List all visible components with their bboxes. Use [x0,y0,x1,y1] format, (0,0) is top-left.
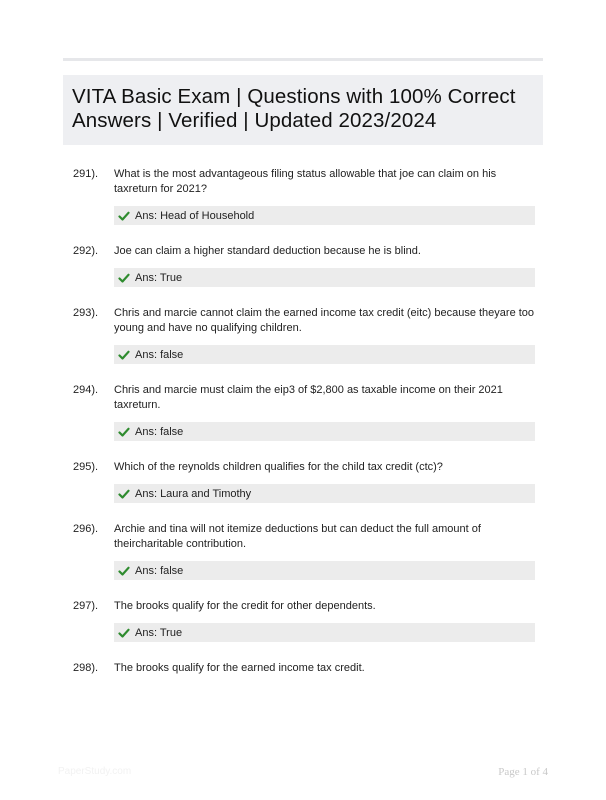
question-number: 292). [73,245,99,257]
answer-box [114,345,535,364]
checkmark-icon [118,426,130,438]
question-text: Chris and marcie must claim the eip3 of $2,800 as taxable income on their 2021 taxreturn. [114,384,503,411]
question-item [73,167,535,225]
question-item [73,522,535,580]
question-text: The brooks qualify for the earned income tax credit. [114,662,365,674]
question-text: What is the most advantageous filing status allowable that joe can claim on his taxreturn for 2021? [114,168,497,195]
checkmark-icon [118,210,130,222]
question-number: 294). [73,384,99,396]
footer-watermark: PaperStudy.com [58,766,132,777]
question-text: Joe can claim a higher standard deduction because he is blind. [114,245,421,257]
answer-text: Ans: Head of Household [135,209,255,222]
page-number: Page 1 of 4 [498,766,548,778]
question-number: 298). [73,662,99,674]
answer-text: Ans: True [135,626,183,639]
answer-text: Ans: false [135,425,184,438]
question-text: Which of the reynolds children qualifies for the child tax credit (ctc)? [114,461,443,473]
page-title: VITA Basic Exam | Questions with 100% Correct Answers | Verified | Updated 2023/2024 [72,85,516,132]
title-banner [63,75,543,145]
answer-box [114,484,535,503]
question-item [73,599,535,642]
checkmark-icon [118,272,130,284]
answer-text: Ans: True [135,271,183,284]
question-text: The brooks qualify for the credit for other dependents. [114,600,376,612]
answer-box [114,561,535,580]
answer-text: Ans: Laura and Timothy [135,487,252,500]
question-item [73,661,535,676]
question-item [73,306,535,364]
checkmark-icon [118,565,130,577]
checkmark-icon [118,627,130,639]
checkmark-icon [118,349,130,361]
answer-text: Ans: false [135,348,184,361]
question-item [73,460,535,503]
question-item [73,383,535,441]
question-number: 296). [73,523,99,535]
checkmark-icon [118,488,130,500]
answer-box [114,268,535,287]
question-number: 293). [73,307,99,319]
question-number: 297). [73,600,99,612]
answer-box [114,422,535,441]
question-text: Chris and marcie cannot claim the earned income tax credit (eitc) because theyare too young and have no qualifying children. [114,307,535,334]
question-list [73,167,535,695]
answer-text: Ans: false [135,564,184,577]
question-item [73,244,535,287]
answer-box [114,623,535,642]
question-text: Archie and tina will not itemize deductions but can deduct the full amount of theircharitable contribution. [114,523,481,550]
top-divider [63,58,543,61]
answer-box [114,206,535,225]
question-number: 295). [73,461,99,473]
question-number: 291). [73,168,99,180]
